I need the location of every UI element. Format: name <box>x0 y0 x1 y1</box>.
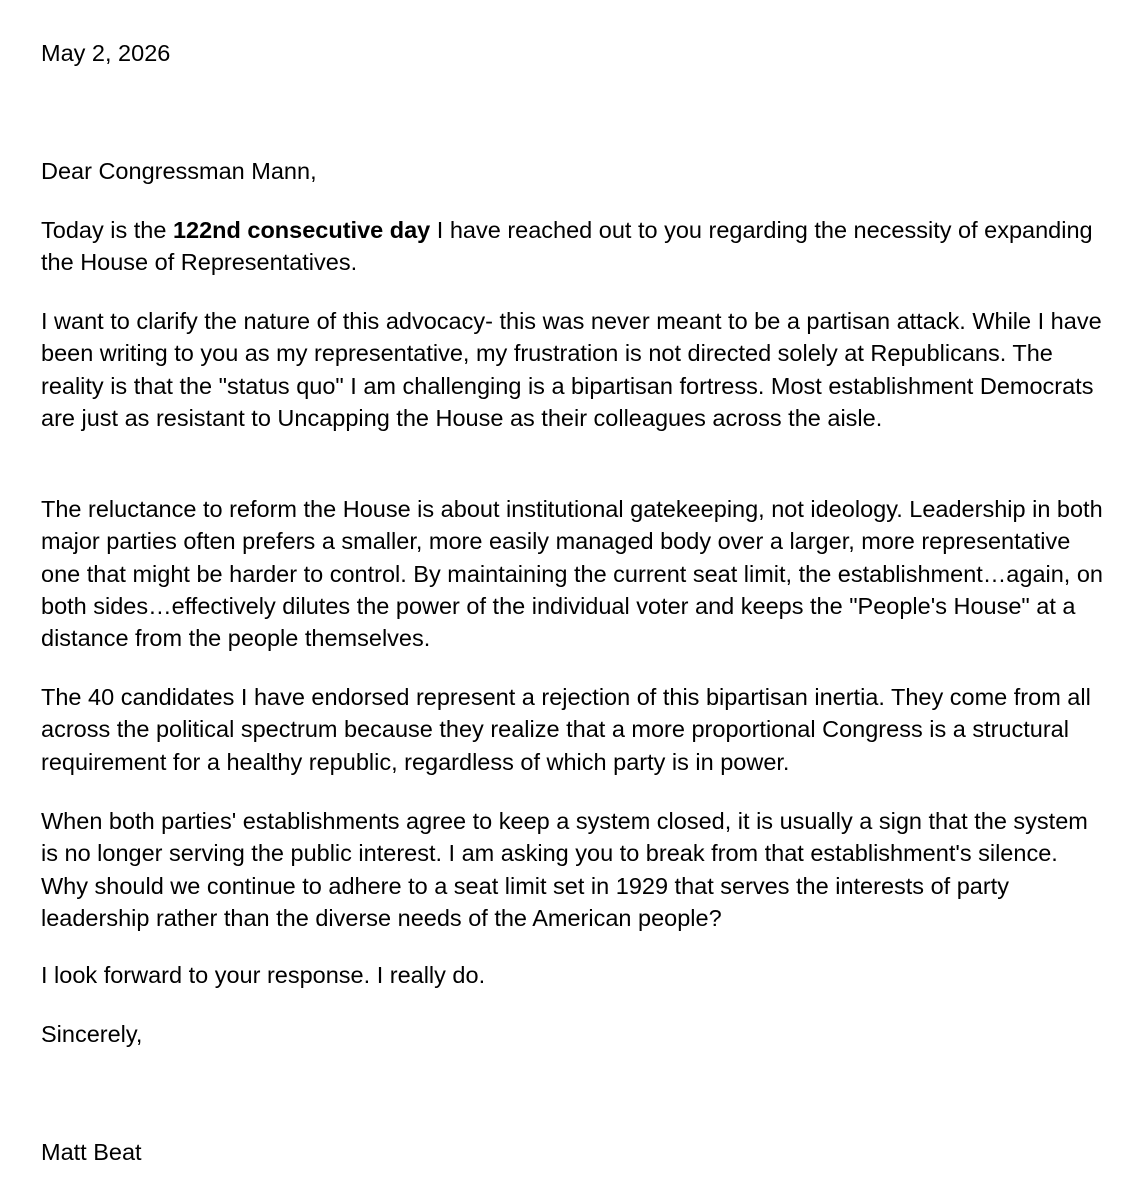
paragraph-4: The 40 candidates I have endorsed represent a rejection of this bipartisan inertia. They come from all across the political spectrum because they realize that a more proportional Congress is a structural requirement for a healthy republic, regardless of which party is in power. <box>41 684 1091 775</box>
paragraph-1 <box>41 214 1111 279</box>
paragraph-1-bold: 122nd consecutive day <box>172 217 431 243</box>
paragraph-1-rest: I have reached out to you regarding the necessity of expanding the House of Representatives. <box>41 217 1093 276</box>
paragraph-3: The reluctance to reform the House is about institutional gatekeeping, not ideology. Leadership in both major parties often prefers a smaller, more easily managed body over a larger, more representative one that might be harder to control. By maintaining the current seat limit, the establishment…again, on both sides…effectively dilutes the power of the individual voter and keeps the "People's House" at a distance from the people themselves. <box>41 496 1103 652</box>
paragraph-6: I look forward to your response. I really do. <box>41 962 486 988</box>
letter-salutation: Dear Congressman Mann, <box>41 158 317 184</box>
letter-date: May 2, 2026 <box>41 40 171 66</box>
paragraph-5: When both parties' establishments agree to keep a system closed, it is usually a sign that the system is no longer serving the public interest. I am asking you to break from that establishment's silence. Why should we continue to adhere to a seat limit set in 1929 that serves the interests of party leadership rather than the diverse needs of the American people? <box>41 808 1088 931</box>
letter-signature: Matt Beat <box>41 1139 142 1165</box>
paragraph-1-lead: Today is the <box>41 217 173 243</box>
letter-closing: Sincerely, <box>41 1021 143 1047</box>
paragraph-2: I want to clarify the nature of this advocacy- this was never meant to be a partisan attack. While I have been writing to you as my representative, my frustration is not directed solely at Republicans. The reality is that the "status quo" I am challenging is a bipartisan fortress. Most establishment Democrats are just as resistant to Uncapping the House as their colleagues across the aisle. <box>41 308 1102 431</box>
